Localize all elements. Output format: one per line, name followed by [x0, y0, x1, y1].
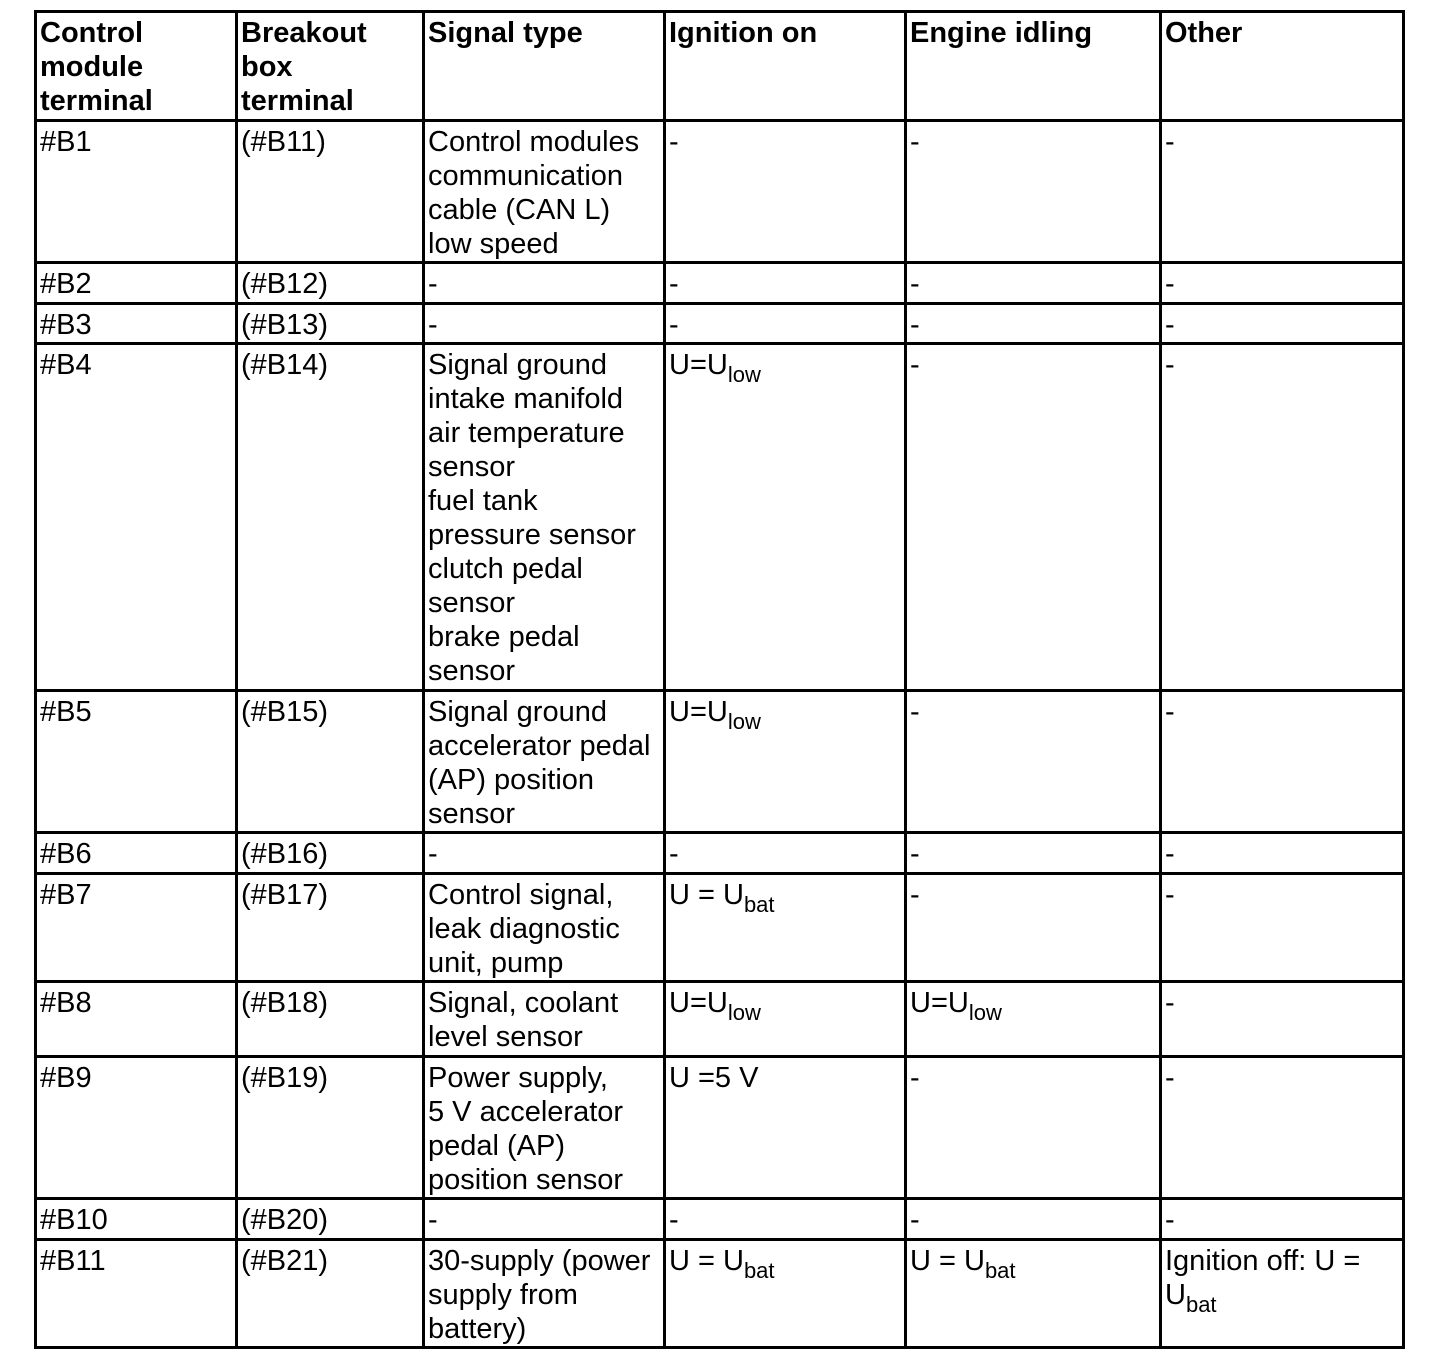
cell-ignition-on: [665, 344, 906, 691]
cell-signal-type: -: [424, 304, 665, 344]
cell-breakout-box-terminal: (#B14): [237, 344, 424, 691]
cell-signal-type: Control signal, leak diagnostic unit, pump: [424, 874, 665, 982]
value-subscript: low: [727, 709, 761, 734]
cell-engine-idling: -: [906, 344, 1161, 691]
cell-breakout-box-terminal: (#B13): [237, 304, 424, 344]
cell-breakout-box-terminal: (#B19): [237, 1057, 424, 1199]
cell-other: -: [1161, 1199, 1404, 1240]
value-subscript: bat: [743, 1258, 775, 1283]
cell-engine-idling: -: [906, 833, 1161, 874]
cell-signal-type: 30-supply (power supply from battery): [424, 1240, 665, 1348]
cell-ignition-on: -: [665, 263, 906, 304]
cell-signal-type: Power supply, 5 V accelerator pedal (AP) position sensor: [424, 1057, 665, 1199]
terminal-table: [34, 10, 1405, 1349]
cell-signal-type: -: [424, 1199, 665, 1240]
cell-control-module-terminal: #B6: [36, 833, 237, 874]
cell-engine-idling: -: [906, 263, 1161, 304]
cell-engine-idling: -: [906, 691, 1161, 833]
cell-ignition-on: U =5 V: [665, 1057, 906, 1199]
table-row: [36, 344, 1404, 691]
cell-other: -: [1161, 121, 1404, 263]
cell-control-module-terminal: #B3: [36, 304, 237, 344]
cell-control-module-terminal: #B10: [36, 1199, 237, 1240]
value-text: U=U: [669, 696, 728, 728]
cell-breakout-box-terminal: (#B17): [237, 874, 424, 982]
value-text: U=U: [669, 987, 728, 1019]
cell-control-module-terminal: #B2: [36, 263, 237, 304]
table-row: [36, 833, 1404, 874]
cell-other: -: [1161, 874, 1404, 982]
cell-other: -: [1161, 344, 1404, 691]
cell-other: -: [1161, 263, 1404, 304]
cell-engine-idling: -: [906, 1199, 1161, 1240]
cell-signal-type: Signal ground accelerator pedal (AP) position sensor: [424, 691, 665, 833]
value-text: U=U: [910, 987, 969, 1019]
value-subscript: low: [968, 1000, 1002, 1025]
cell-control-module-terminal: #B11: [36, 1240, 237, 1348]
table-row: [36, 1057, 1404, 1199]
cell-ignition-on: [665, 982, 906, 1057]
cell-ignition-on: -: [665, 1199, 906, 1240]
header-control-module-terminal: Control module terminal: [36, 12, 237, 121]
value-subscript: low: [727, 1000, 761, 1025]
table-row: [36, 263, 1404, 304]
cell-control-module-terminal: #B8: [36, 982, 237, 1057]
value-subscript: low: [727, 362, 761, 387]
cell-other: -: [1161, 304, 1404, 344]
cell-signal-type: Signal ground intake manifold air temperature sensor fuel tank pressure sensor clutch pedal sensor brake pedal sensor: [424, 344, 665, 691]
cell-breakout-box-terminal: (#B16): [237, 833, 424, 874]
cell-control-module-terminal: #B5: [36, 691, 237, 833]
cell-engine-idling: -: [906, 304, 1161, 344]
cell-breakout-box-terminal: (#B11): [237, 121, 424, 263]
table-row: [36, 304, 1404, 344]
cell-signal-type: -: [424, 263, 665, 304]
cell-breakout-box-terminal: (#B21): [237, 1240, 424, 1348]
value-text: U = U: [669, 879, 744, 911]
cell-signal-type: Signal, coolant level sensor: [424, 982, 665, 1057]
value-text: Ignition off: U = U: [1165, 1245, 1361, 1311]
cell-breakout-box-terminal: (#B18): [237, 982, 424, 1057]
header-engine-idling: Engine idling: [906, 12, 1161, 121]
cell-control-module-terminal: #B9: [36, 1057, 237, 1199]
cell-ignition-on: -: [665, 121, 906, 263]
cell-breakout-box-terminal: (#B15): [237, 691, 424, 833]
cell-engine-idling: -: [906, 1057, 1161, 1199]
cell-control-module-terminal: #B7: [36, 874, 237, 982]
header-breakout-box-terminal: Breakout box terminal: [237, 12, 424, 121]
cell-other: -: [1161, 1057, 1404, 1199]
table-row: [36, 1199, 1404, 1240]
cell-ignition-on: [665, 691, 906, 833]
table-row: [36, 1240, 1404, 1348]
cell-other: -: [1161, 982, 1404, 1057]
table-row: [36, 874, 1404, 982]
table-row: [36, 982, 1404, 1057]
value-text: U=U: [669, 349, 728, 381]
cell-engine-idling: [906, 982, 1161, 1057]
cell-signal-type: Control modules communication cable (CAN L) low speed: [424, 121, 665, 263]
table-row: [36, 691, 1404, 833]
cell-control-module-terminal: #B4: [36, 344, 237, 691]
cell-other: [1161, 1240, 1404, 1348]
cell-control-module-terminal: #B1: [36, 121, 237, 263]
cell-ignition-on: -: [665, 304, 906, 344]
header-ignition-on: Ignition on: [665, 12, 906, 121]
cell-breakout-box-terminal: (#B20): [237, 1199, 424, 1240]
cell-other: -: [1161, 833, 1404, 874]
cell-signal-type: -: [424, 833, 665, 874]
value-subscript: bat: [743, 892, 775, 917]
value-text: U = U: [910, 1245, 985, 1277]
cell-engine-idling: [906, 1240, 1161, 1348]
cell-ignition-on: -: [665, 833, 906, 874]
header-signal-type: Signal type: [424, 12, 665, 121]
cell-ignition-on: [665, 1240, 906, 1348]
cell-engine-idling: -: [906, 121, 1161, 263]
cell-breakout-box-terminal: (#B12): [237, 263, 424, 304]
value-subscript: bat: [984, 1258, 1016, 1283]
cell-other: -: [1161, 691, 1404, 833]
value-text: U = U: [669, 1245, 744, 1277]
header-other: Other: [1161, 12, 1404, 121]
cell-ignition-on: [665, 874, 906, 982]
table-header-row: [36, 12, 1404, 121]
value-subscript: bat: [1185, 1292, 1217, 1317]
cell-engine-idling: -: [906, 874, 1161, 982]
table-row: [36, 121, 1404, 263]
